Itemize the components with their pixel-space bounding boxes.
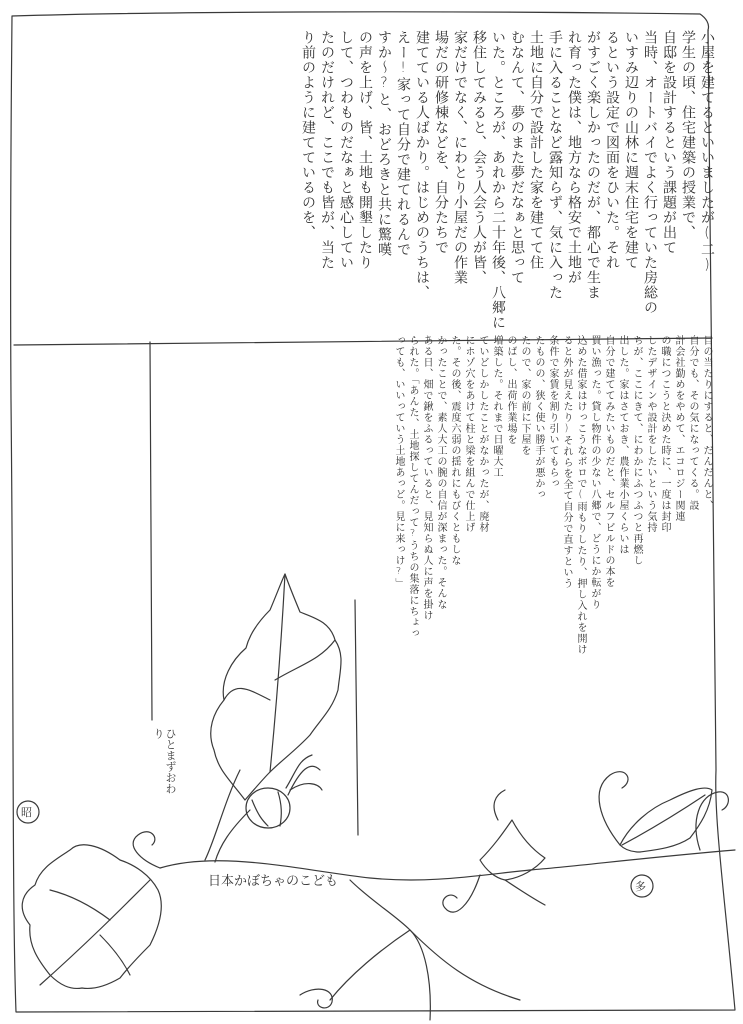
tendril xyxy=(696,792,728,850)
top_block-line: たのだけれど、ここでも皆が、当た xyxy=(319,30,335,270)
top_block-line: むなんて、夢のまた夢だなぁと思って xyxy=(509,30,525,285)
top_block-line: れ育った僕は、地方なら格安で土地が xyxy=(566,30,582,285)
essay-top-text xyxy=(16,30,716,338)
top_block-line: いすみ辺りの山林に週末住宅を建て xyxy=(623,30,639,270)
top_block-line: の声を上げ、皆、土地も開墾したり xyxy=(357,30,373,270)
bottom_block-line: にホゾ穴をあけて柱と梁を組んで仕上げ xyxy=(463,335,474,533)
bottom_block-line: 増築した。それまで日曜大工 xyxy=(491,335,502,478)
bottom_block-line: たので、家の前に下屋を xyxy=(519,335,530,456)
bottom_block-line: の職につこうと決めた時に、一度は封印 xyxy=(659,335,670,533)
tendril xyxy=(443,875,480,912)
vine-stem-lower xyxy=(350,880,430,1020)
bottom_block-line: 買い漁った。貸し物件の少ない八郷で、どうにか転がり xyxy=(589,335,600,610)
left-stamp: 昭 xyxy=(21,806,32,819)
bottom_block-line: ある日、畑で鍬をふるっていると、見知らぬ人に声を掛け xyxy=(421,335,432,621)
top_block-line: り前のように建てているのを、 xyxy=(300,30,316,240)
bottom_block-line: っても、いいっていう土地あっど。見に来っけ?」 xyxy=(393,335,404,589)
bottom_block-line: のばし、出荷作業場を xyxy=(505,335,516,445)
top_block-line: 土地に自分で設計した家を建てて住 xyxy=(528,30,544,270)
bottom_block-line: ちが、ここにきて、にわかにふつふつと再燃し xyxy=(631,335,642,566)
bottom_block-line: 自分で建ててみたいものだと、セルフビルドの本を xyxy=(603,335,614,588)
top_block-line: るという設定で図面をひいた。それ xyxy=(604,30,620,270)
right-stamp: 多 xyxy=(635,880,646,893)
bottom_block-line: た。その後、震度六弱の揺れにもびくともしな xyxy=(449,335,460,566)
top_block-line: 場だの研修棟などを、自分たちで xyxy=(433,30,449,255)
top_block-line: 建てている人ばかり。はじめのうちは、 xyxy=(414,30,430,300)
top_block-line: 小屋を建てるといいましたが(二) xyxy=(699,30,715,274)
illustration-caption: 日本かぼちゃのこども xyxy=(208,874,339,889)
top_block-line: すか〜?と、おどろきと共に驚嘆 xyxy=(376,30,392,257)
bottom_block-line: かったことで、素人大工の腕の自信が深まった。そんな xyxy=(435,335,446,610)
essay-bottom-text xyxy=(148,335,713,665)
tendril xyxy=(133,832,160,868)
top_block-line: えー!家って自分で建てれるんで xyxy=(395,30,411,257)
bottom_block-line: 条件で家賃を割り引いてもらっ xyxy=(547,335,558,489)
bottom_block-line: ると外が見えたり)それらを全て自分で直すという xyxy=(561,335,572,589)
tendril xyxy=(599,772,628,845)
bottom_block-line: ていどしかしたことがなかったが、廃材 xyxy=(477,335,488,533)
end-note: ひとまずおわり xyxy=(152,728,177,794)
bottom_block-line: 出した。家はさておき、農作業小屋くらいは xyxy=(617,335,628,555)
bottom_block-line: 目の当たりにすると、だんだんと、 xyxy=(701,335,712,511)
top_block-line: 学生の頃、住宅建築の授業で、 xyxy=(680,30,696,240)
top_block-line: 当時、オートバイでよく行っていた房総の xyxy=(642,30,658,315)
top_block-line: がすごく楽しかったのだが、都心で生ま xyxy=(585,30,601,300)
bottom_block-line: られた。「あんた、土地探してんだって?うちの集落にちょっ xyxy=(407,335,418,639)
bottom_block-line: 自分でも、その気になってくる。設 xyxy=(687,335,698,511)
bottom_block-line: 込めた借家はけっこうなボロで(雨もりしたり、押し入れを開け xyxy=(575,335,586,655)
top_block-line: いた。ところが、あれから二十年後、八郷に xyxy=(490,30,506,330)
pumpkin-fruit xyxy=(246,788,290,828)
top_block-line: 家だけでなく、にわとり小屋だの作業 xyxy=(452,30,468,285)
top_block-line: 自邸を設計するという課題が出て xyxy=(661,30,677,255)
top_block-line: 移住してみると、会う人会う人が皆、 xyxy=(471,30,487,285)
bottom_block-line: たものの、狭く使い勝手が悪かっ xyxy=(533,335,544,500)
tendril xyxy=(300,989,332,1008)
bottom_block-line: したデザインや設計をしたいという気持 xyxy=(645,335,656,533)
flower-bud xyxy=(480,820,545,880)
bottom_block-line: 計会社勤めをやめて、エコロジー関連 xyxy=(673,335,684,522)
top_block-line: 手に入ることなど露知らず、気に入った xyxy=(547,30,563,300)
top_block-line: して、つわものだなぁと感心してい xyxy=(338,30,354,270)
pumpkin-leaf-lower xyxy=(22,845,161,989)
